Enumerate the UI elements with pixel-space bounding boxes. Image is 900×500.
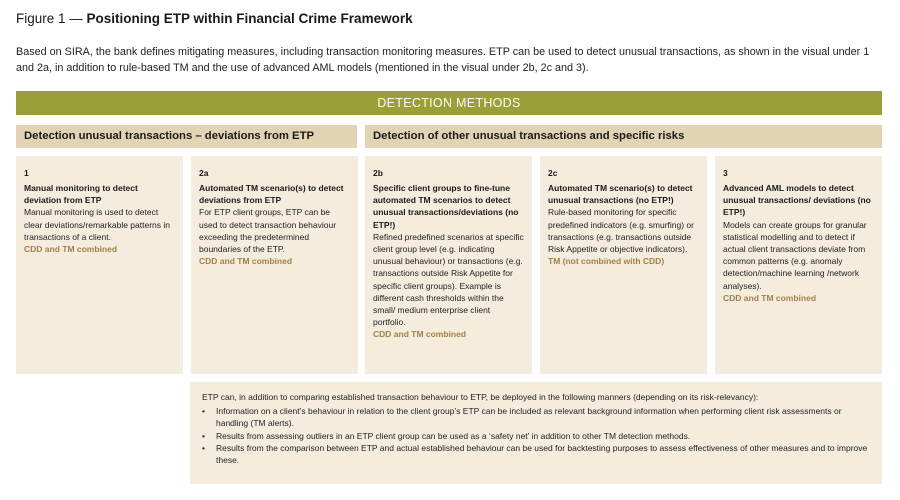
list-item	[202, 430, 870, 442]
bullet-icon: •	[202, 406, 205, 417]
figure-label: Figure 1 —	[16, 11, 87, 26]
card-heading: Automated TM scenario(s) to detect unusual transactions (no ETP!)	[548, 183, 693, 206]
detection-methods-band: DETECTION METHODS	[16, 91, 882, 115]
method-card-2b	[365, 156, 532, 374]
subheader-deviations-from-etp: Detection unusual transactions – deviations from ETP	[16, 125, 357, 148]
figure-title	[16, 10, 413, 28]
card-body: Manual monitoring is used to detect clear deviations/remarkable patterns in transactions of a client.	[24, 207, 170, 242]
bullet-icon: •	[202, 430, 205, 441]
card-number: 2c	[548, 168, 558, 178]
card-footer: TM (not combined with CDD)	[548, 256, 665, 267]
list-item	[202, 442, 870, 466]
card-number: 2b	[373, 168, 383, 178]
method-card-1	[16, 156, 183, 374]
method-card-2a	[191, 156, 358, 374]
card-number: 2a	[199, 168, 209, 178]
subheader-other-unusual-transactions: Detection of other unusual transactions and specific risks	[365, 125, 882, 148]
card-footer: CDD and TM combined	[723, 292, 817, 303]
bullet-icon: •	[202, 442, 205, 453]
card-heading: Automated TM scenario(s) to detect deviations from ETP	[199, 183, 344, 206]
card-number: 1	[24, 168, 29, 178]
card-footer: CDD and TM combined	[373, 329, 467, 340]
card-footer: CDD and TM combined	[24, 244, 118, 255]
card-heading: Specific client groups to fine-tune automated TM scenarios to detect unusual transactions/deviations (no ETP!)	[373, 183, 519, 230]
list-item-text: Results from the comparison between ETP and actual established behaviour can be used for backtesting purposes to assess effectiveness of other measures and to improve these.	[216, 442, 868, 466]
list-item	[202, 405, 870, 429]
card-heading: Manual monitoring to detect deviation from ETP	[24, 183, 138, 206]
card-footer: CDD and TM combined	[199, 256, 293, 267]
list-item-text: Results from assessing outliers in an ETP client group can be used as a ‘safety net’ in addition to other TM detection methods.	[216, 430, 691, 441]
card-body: Rule-based monitoring for specific predefined indicators (e.g. smurfing) or transactions (e.g. transactions outside Risk Appetite or objective indicators).	[548, 207, 694, 255]
method-card-2c	[540, 156, 707, 374]
card-body: Refined predefined scenarios at specific client group level (e.g. indicating unusual behaviour) or transactions (e.g. transactions outside Risk Appetite for specific client groups). Example is different cash thresholds within the small/ medium enterprise client portfolio.	[373, 231, 524, 328]
card-heading: Advanced AML models to detect unusual transactions/ deviations (no ETP!)	[723, 183, 871, 218]
card-number: 3	[723, 168, 728, 178]
card-body: For ETP client groups, ETP can be used to detect transaction behaviour exceeding the predetermined boundaries of the ETP.	[199, 207, 337, 255]
deployment-list	[202, 405, 870, 466]
etp-deployment-box	[190, 382, 882, 484]
intro-paragraph: Based on SIRA, the bank defines mitigating measures, including transaction monitoring measures. ETP can be used to detect unusual transactions, as shown in the visual under 1 and 2a, in addition to rule-based TM and the use of advanced AML models (mentioned in the visual under 2b, 2c and 3).	[16, 46, 870, 74]
deployment-lead-text: ETP can, in addition to comparing established transaction behaviour to ETP, be deployed in the following manners (depending on its risk-relevancy):	[202, 392, 759, 402]
card-body: Models can create groups for granular statistical modelling and to detect if actual client transactions deviate from common patterns (e.g. anomaly detection/machine learning /network analyses).	[723, 219, 867, 291]
method-card-3	[715, 156, 882, 374]
figure-title-text: Positioning ETP within Financial Crime Framework	[86, 11, 413, 26]
list-item-text: Information on a client’s behaviour in relation to the client group’s ETP can be included as relevant background information when performing client risk assessments or handling (TM alerts).	[216, 406, 842, 429]
